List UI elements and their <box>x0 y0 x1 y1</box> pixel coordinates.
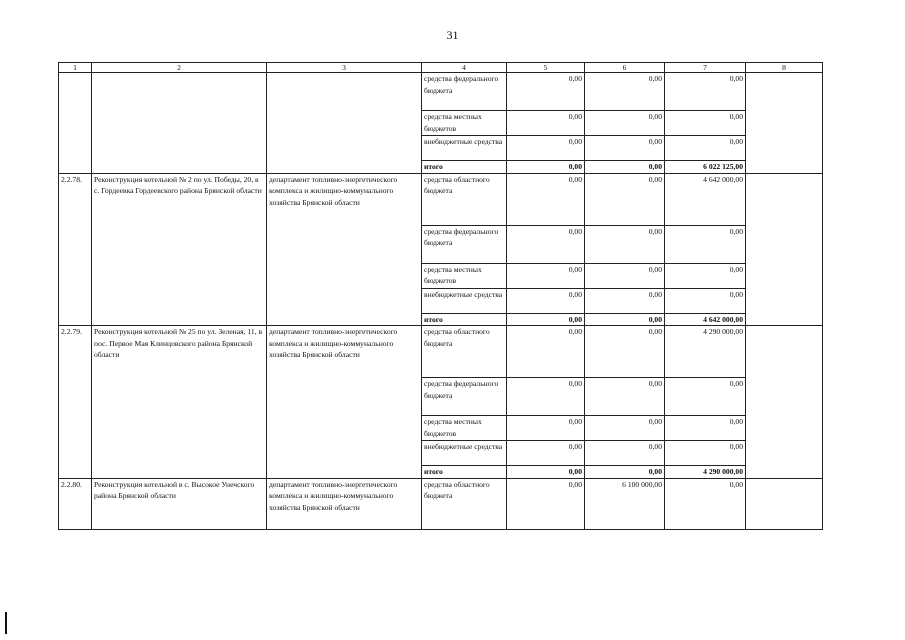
column-header: 4 <box>422 63 507 73</box>
column-header: 6 <box>585 63 665 73</box>
item-name: Реконструкция котельной № 25 по ул. Зеленая, 11, в пос. Первое Мая Клинцовского района Брянской области <box>92 326 267 479</box>
value-cell: 0,00 <box>585 378 665 416</box>
empty-cell <box>59 73 92 174</box>
value-cell: 0,00 <box>665 416 746 441</box>
empty-cell <box>746 478 823 529</box>
value-cell: 4 642 000,00 <box>665 173 746 225</box>
value-cell: 0,00 <box>507 111 585 136</box>
table-row <box>59 173 823 225</box>
item-code: 2.2.78. <box>59 173 92 326</box>
value-cell: 0,00 <box>507 161 585 174</box>
value-cell: 0,00 <box>507 73 585 111</box>
value-cell: 0,00 <box>585 313 665 326</box>
budget-table <box>58 62 823 530</box>
item-executor: департамент топливно-энергетического комплекса и жилищно-коммунального хозяйства Брянской области <box>267 326 422 479</box>
value-cell: 0,00 <box>507 173 585 225</box>
scan-edge-mark <box>5 612 7 634</box>
funding-source: внебюджетные средства <box>422 441 507 466</box>
value-cell: 0,00 <box>585 416 665 441</box>
value-cell: 0,00 <box>585 225 665 263</box>
value-cell: 0,00 <box>585 466 665 479</box>
value-cell: 0,00 <box>585 73 665 111</box>
funding-source: итого <box>422 466 507 479</box>
item-code: 2.2.80. <box>59 478 92 529</box>
empty-cell <box>746 173 823 326</box>
value-cell: 0,00 <box>665 73 746 111</box>
empty-cell <box>746 73 823 174</box>
funding-source: внебюджетные средства <box>422 136 507 161</box>
funding-source: средства федерального бюджета <box>422 378 507 416</box>
value-cell: 4 290 000,00 <box>665 466 746 479</box>
column-number-row <box>59 63 823 73</box>
value-cell: 0,00 <box>507 441 585 466</box>
value-cell: 0,00 <box>585 136 665 161</box>
table-row <box>59 478 823 529</box>
value-cell: 0,00 <box>507 466 585 479</box>
value-cell: 0,00 <box>507 263 585 288</box>
value-cell: 0,00 <box>507 416 585 441</box>
value-cell: 0,00 <box>507 326 585 378</box>
column-header: 7 <box>665 63 746 73</box>
funding-source: средства областного бюджета <box>422 478 507 529</box>
value-cell: 0,00 <box>585 263 665 288</box>
funding-source: средства местных бюджетов <box>422 263 507 288</box>
value-cell: 4 290 000,00 <box>665 326 746 378</box>
funding-source: итого <box>422 313 507 326</box>
value-cell: 0,00 <box>507 378 585 416</box>
funding-source: итого <box>422 161 507 174</box>
item-name: Реконструкция котельной в с. Высокое Унечского района Брянской области <box>92 478 267 529</box>
table-row <box>59 326 823 378</box>
value-cell: 0,00 <box>507 478 585 529</box>
page-number: 31 <box>446 28 459 42</box>
funding-source: средства местных бюджетов <box>422 416 507 441</box>
column-header: 2 <box>92 63 267 73</box>
empty-cell <box>267 73 422 174</box>
empty-cell <box>746 326 823 479</box>
item-executor: департамент топливно-энергетического комплекса и жилищно-коммунального хозяйства Брянской области <box>267 173 422 326</box>
value-cell: 0,00 <box>507 136 585 161</box>
column-header: 5 <box>507 63 585 73</box>
funding-source: внебюджетные средства <box>422 288 507 313</box>
empty-cell <box>92 73 267 174</box>
value-cell: 0,00 <box>665 263 746 288</box>
value-cell: 0,00 <box>665 478 746 529</box>
column-header: 8 <box>746 63 823 73</box>
value-cell: 0,00 <box>507 313 585 326</box>
funding-source: средства федерального бюджета <box>422 73 507 111</box>
value-cell: 0,00 <box>665 288 746 313</box>
value-cell: 0,00 <box>585 173 665 225</box>
column-header: 3 <box>267 63 422 73</box>
value-cell: 6 022 125,00 <box>665 161 746 174</box>
value-cell: 0,00 <box>507 288 585 313</box>
value-cell: 0,00 <box>585 288 665 313</box>
table-row <box>59 73 823 111</box>
item-code: 2.2.79. <box>59 326 92 479</box>
value-cell: 0,00 <box>585 161 665 174</box>
funding-source: средства областного бюджета <box>422 173 507 225</box>
item-name: Реконструкция котельной № 2 по ул. Победы, 20, в с. Гордеевка Гордеевского района Брянской области <box>92 173 267 326</box>
value-cell: 0,00 <box>585 111 665 136</box>
value-cell: 0,00 <box>665 111 746 136</box>
value-cell: 4 642 000,00 <box>665 313 746 326</box>
value-cell: 0,00 <box>665 378 746 416</box>
value-cell: 0,00 <box>665 136 746 161</box>
funding-source: средства областного бюджета <box>422 326 507 378</box>
value-cell: 0,00 <box>507 225 585 263</box>
funding-source: средства местных бюджетов <box>422 111 507 136</box>
value-cell: 0,00 <box>585 326 665 378</box>
value-cell: 0,00 <box>585 441 665 466</box>
value-cell: 0,00 <box>665 225 746 263</box>
value-cell: 6 100 000,00 <box>585 478 665 529</box>
column-header: 1 <box>59 63 92 73</box>
item-executor: департамент топливно-энергетического комплекса и жилищно-коммунального хозяйства Брянской области <box>267 478 422 529</box>
value-cell: 0,00 <box>665 441 746 466</box>
funding-source: средства федерального бюджета <box>422 225 507 263</box>
